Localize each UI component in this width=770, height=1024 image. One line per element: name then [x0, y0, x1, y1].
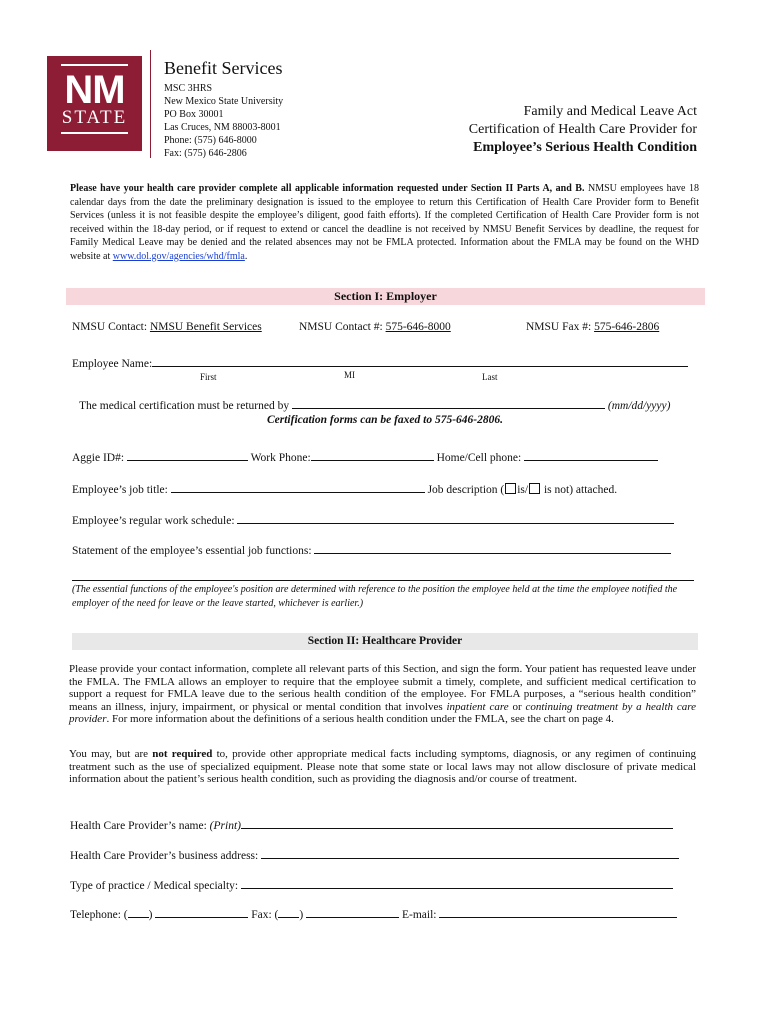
para1-inpatient: inpatient care: [446, 700, 509, 713]
nmsu-contact-number: [299, 321, 451, 333]
office-title: Benefit Services: [164, 58, 283, 78]
para2-end: to, provide other appropriate medical facts including symptoms, diagnosis, or any regimen of continuing treatment such as the use of specialized equipment. Please note that some state or local laws may not allow disclosure of private medical information about the patient’s serious health condition, such as providing the diagnosis and/or course of treatment.: [69, 748, 696, 785]
para1-end: . For more information about the definitions of a serious health condition under the FMLA, see the chart on page 4.: [106, 713, 614, 725]
id-phone-row: [72, 449, 658, 464]
form-title-line3: Employee’s Serious Health Condition: [473, 140, 697, 155]
employee-name-field[interactable]: [152, 355, 688, 367]
form-title: [469, 103, 697, 157]
section2-intro-paragraph: [69, 663, 696, 726]
job-title-field[interactable]: [171, 481, 425, 493]
provider-address-row: [70, 847, 679, 862]
intro-end: .: [244, 250, 248, 262]
name-first-caption: First: [200, 372, 217, 382]
address-line: Las Cruces, NM 88003-8001: [164, 122, 281, 133]
work-schedule-row: [72, 512, 674, 527]
employee-name-label: Employee Name:: [72, 358, 153, 370]
contact-num-label: NMSU Contact #:: [299, 321, 383, 333]
return-date-row: [79, 397, 670, 412]
provider-address-label: Health Care Provider’s business address:: [70, 850, 259, 862]
practice-label: Type of practice / Medical specialty:: [70, 880, 239, 892]
return-date-format: (mm/dd/yyyy): [607, 400, 671, 412]
address-line: New Mexico State University: [164, 96, 284, 107]
return-date-field[interactable]: [292, 397, 605, 409]
provider-name-field[interactable]: [241, 817, 673, 829]
logo-rule-top: [61, 64, 128, 66]
provider-fax-area-field[interactable]: [278, 906, 299, 918]
job-title-label: Employee’s job title:: [72, 484, 168, 496]
header-divider: [150, 50, 151, 158]
address-line: Phone: (575) 646-8000: [164, 135, 257, 146]
nmsu-contact-value: NMSU Benefit Services: [149, 321, 262, 333]
para1-continuing: continuing treatment by a health care provider: [69, 700, 696, 725]
practice-field[interactable]: [241, 877, 673, 889]
intro-paragraph: [70, 182, 699, 263]
contact-num-value: 575-646-8000: [385, 321, 451, 333]
nmsu-fax-value: 575-646-2806: [594, 321, 660, 333]
work-phone-field[interactable]: [311, 449, 434, 461]
job-desc-is-checkbox[interactable]: [505, 483, 516, 494]
job-desc-label: Job description (: [427, 484, 505, 496]
section2-disclosure-paragraph: [69, 748, 696, 786]
name-mi-caption: MI: [344, 370, 355, 380]
job-functions-label: Statement of the employee’s essential job functions:: [72, 545, 312, 557]
nmsu-contact: [72, 321, 262, 333]
section2-header: Section II: Healthcare Provider: [72, 633, 698, 650]
telephone-close: ): [148, 909, 153, 921]
job-functions-line2[interactable]: [72, 580, 694, 581]
provider-name-row: [70, 817, 673, 832]
para2-bold: not required: [152, 748, 213, 760]
job-functions-row: [72, 542, 671, 557]
address-line: MSC 3HRS: [164, 83, 213, 94]
job-desc-end: is not) attached.: [541, 484, 618, 496]
address-line: Fax: (575) 646-2806: [164, 148, 247, 159]
logo-nm-text: NM: [64, 68, 125, 112]
section1-header: Section I: Employer: [66, 288, 705, 305]
telephone-field[interactable]: [155, 906, 248, 918]
form-title-line1: Family and Medical Leave Act: [523, 104, 697, 119]
address-line: PO Box 30001: [164, 109, 224, 120]
job-functions-field[interactable]: [314, 542, 671, 554]
whd-link[interactable]: www.dol.gov/agencies/whd/fmla: [112, 250, 245, 262]
form-title-line2: Certification of Health Care Provider for: [468, 122, 697, 137]
provider-address-field[interactable]: [261, 847, 679, 859]
logo-rule-bottom: [61, 132, 128, 134]
intro-bold: Please have your health care provider complete all applicable information requested under Section II Parts A, and B.: [70, 183, 585, 194]
provider-fax-field[interactable]: [306, 906, 399, 918]
job-desc-is-label: is/: [517, 484, 529, 496]
telephone-area-field[interactable]: [128, 906, 149, 918]
work-phone-label: Work Phone:: [250, 452, 311, 464]
para2-text: You may, but are: [69, 748, 153, 760]
aggie-id-label: Aggie ID#:: [72, 452, 125, 464]
home-phone-field[interactable]: [524, 449, 658, 461]
practice-row: [70, 877, 673, 892]
provider-fax-close: ): [299, 909, 304, 921]
work-schedule-field[interactable]: [237, 512, 674, 524]
nmsu-fax-label: NMSU Fax #:: [526, 321, 592, 333]
contact-row: [70, 906, 677, 921]
provider-name-label: Health Care Provider’s name:: [70, 820, 207, 832]
nmsu-contact-label: NMSU Contact:: [72, 321, 148, 333]
aggie-id-field[interactable]: [127, 449, 248, 461]
work-schedule-label: Employee’s regular work schedule:: [72, 515, 235, 527]
fax-note: Certification forms can be faxed to 575-646-2806.: [266, 414, 504, 426]
office-address: [164, 82, 283, 160]
logo-state-text: STATE: [61, 107, 128, 128]
provider-name-print: (Print): [209, 820, 241, 832]
intro-text: NMSU employees have 18 calendar days from the date the preliminary designation is issued to the employee to return this Certification of Health Care Provider form to Benefit Services (unless it is not feasible despite the employee’s diligent, good faith efforts). If the completed Certification of Health Care Provider form is not received within the 18-day period, or if request to extend or cancel the deadline is not received by NMSU Benefit Services by deadline, the request for Family Medical Leave may be denied and the related absences may not be FMLA protected. Information about the FMLA may be found on the WHD website at: [70, 183, 699, 262]
provider-fax-label: Fax: (: [251, 909, 279, 921]
para1-or: or: [508, 700, 526, 713]
job-functions-note: (The essential functions of the employee's position are determined with reference to the position the employee held at the time the employee notified the employer of the need for leave or the leave started, whichever is earlier.): [72, 584, 678, 609]
job-desc-is-not-checkbox[interactable]: [529, 483, 540, 494]
nmsu-fax: [526, 321, 659, 333]
telephone-label: Telephone: (: [70, 909, 128, 921]
email-field[interactable]: [439, 906, 677, 918]
email-label: E-mail:: [401, 909, 437, 921]
nmsu-logo: [47, 56, 142, 151]
name-last-caption: Last: [482, 372, 498, 382]
employee-name-row: [72, 355, 688, 370]
return-date-label: The medical certification must be returned by: [79, 400, 290, 412]
home-phone-label: Home/Cell phone:: [436, 452, 522, 464]
para1-text: Please provide your contact information, complete all relevant parts of this Section, and sign the form. Your patient has requested leave under the FMLA. The FMLA allows an employer to require that the employee submit a timely, complete, and sufficient medical certification to support a request for FMLA leave due to the serious health condition of the employee. For FMLA purposes, a “serious health condition” means an illness, injury, impairment, or physical or mental condition that involves: [69, 663, 696, 713]
job-title-row: [72, 481, 617, 496]
